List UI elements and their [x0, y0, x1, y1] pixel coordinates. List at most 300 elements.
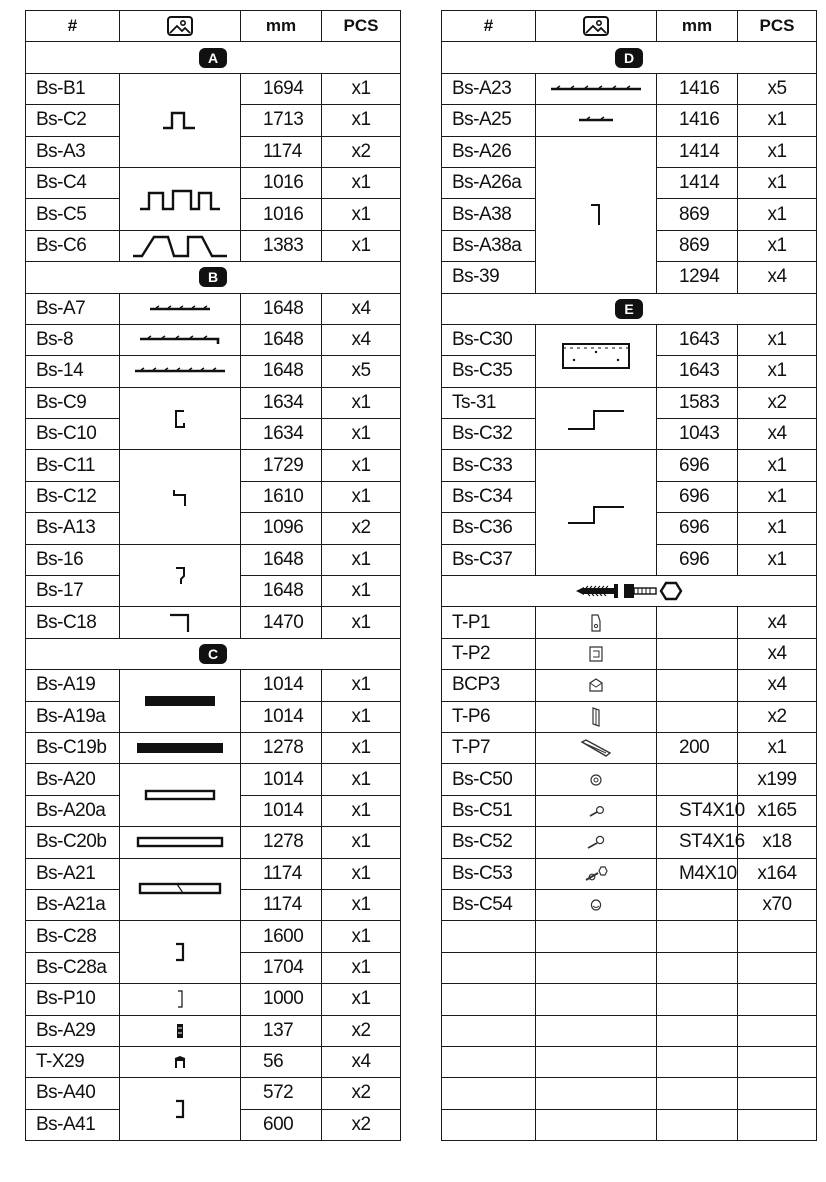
part-mm: 1416	[657, 73, 738, 104]
double-hat-profile-icon	[137, 185, 223, 213]
table-row	[26, 1015, 401, 1046]
screw-icon	[576, 584, 618, 598]
part-mm: 869	[657, 230, 738, 261]
part-mm: 1600	[241, 921, 322, 952]
part-code: Bs-B1	[26, 73, 120, 104]
table-row	[26, 293, 401, 324]
part-image	[536, 827, 657, 858]
part-code: Bs-A41	[26, 1109, 120, 1140]
part-pcs: x1	[322, 576, 401, 607]
hollow-bar-icon	[135, 835, 225, 849]
part-mm: 696	[657, 544, 738, 575]
table-row	[442, 324, 817, 355]
part-pcs: x70	[738, 889, 817, 920]
section-c-badge: C	[199, 644, 227, 664]
part-image	[120, 827, 241, 858]
thin-bracket-icon	[174, 988, 186, 1010]
part-code: Bs-C50	[442, 764, 536, 795]
part-pcs: x1	[322, 481, 401, 512]
part-image	[536, 764, 657, 795]
part-mm: 1648	[241, 324, 322, 355]
part-code: T-P1	[442, 607, 536, 638]
part-pcs: x4	[322, 293, 401, 324]
part-mm: ST4X10	[657, 795, 738, 826]
part-mm: 1648	[241, 356, 322, 387]
part-pcs: x2	[322, 1015, 401, 1046]
part-mm: 1278	[241, 732, 322, 763]
step-profile-icon	[564, 499, 628, 527]
part-mm: 1694	[241, 73, 322, 104]
part-pcs: x1	[322, 419, 401, 450]
part-mm: 1000	[241, 984, 322, 1015]
bracket-profile-icon	[173, 940, 187, 964]
screw-icon	[586, 834, 606, 850]
part-code: Bs-A21	[26, 858, 120, 889]
part-image	[536, 136, 657, 293]
part-pcs: x2	[322, 1078, 401, 1109]
part-code: Bs-A25	[442, 105, 536, 136]
col-header-mm: mm	[657, 11, 738, 42]
part-code: BCP3	[442, 670, 536, 701]
part-code: Bs-39	[442, 262, 536, 293]
part-pcs: x1	[738, 105, 817, 136]
part-mm: 1014	[241, 670, 322, 701]
part-image	[120, 167, 241, 230]
table-row	[26, 324, 401, 355]
wavy-rail-icon	[133, 366, 227, 376]
part-pcs: x1	[322, 670, 401, 701]
table-row	[442, 795, 817, 826]
part-code: Bs-A19	[26, 670, 120, 701]
part-pcs: x1	[738, 450, 817, 481]
part-code: Bs-A26a	[442, 167, 536, 198]
part-image	[120, 230, 241, 261]
empty-row	[442, 1015, 817, 1046]
part-pcs: x1	[322, 199, 401, 230]
trapezoid-profile-icon	[130, 233, 230, 259]
part-pcs: x5	[738, 73, 817, 104]
table-row	[26, 858, 401, 889]
step-profile-icon	[564, 405, 628, 433]
part-code: Bs-A29	[26, 1015, 120, 1046]
table-row	[26, 827, 401, 858]
part-pcs: x1	[322, 701, 401, 732]
part-mm: 1174	[241, 858, 322, 889]
hardware-header-row	[442, 576, 817, 607]
part-pcs: x4	[738, 670, 817, 701]
part-pcs: x199	[738, 764, 817, 795]
c-channel-icon	[172, 408, 188, 430]
part-image	[536, 795, 657, 826]
section-b-row	[26, 262, 401, 293]
table-row	[26, 764, 401, 795]
header-row	[442, 11, 817, 42]
section-c-row	[26, 638, 401, 669]
part-code: Bs-C34	[442, 481, 536, 512]
col-header-image	[536, 11, 657, 42]
solid-bar-icon	[135, 741, 225, 755]
table-row	[26, 670, 401, 701]
part-image	[536, 732, 657, 763]
part-code: T-P7	[442, 732, 536, 763]
clamp-icon	[587, 644, 605, 664]
part-mm: M4X10	[657, 858, 738, 889]
part-image	[120, 764, 241, 827]
part-pcs: x1	[322, 732, 401, 763]
part-code: Bs-C36	[442, 513, 536, 544]
part-mm: 1016	[241, 199, 322, 230]
bolt-icon	[624, 584, 656, 598]
part-image	[120, 450, 241, 544]
part-mm: 1713	[241, 105, 322, 136]
part-mm: 1096	[241, 513, 322, 544]
part-pcs: x4	[738, 638, 817, 669]
part-code: Bs-C30	[442, 324, 536, 355]
corner-plate-icon	[587, 676, 605, 694]
empty-row	[442, 921, 817, 952]
part-code: Bs-A38a	[442, 230, 536, 261]
part-mm: 1383	[241, 230, 322, 261]
part-pcs: x164	[738, 858, 817, 889]
part-code: Bs-A40	[26, 1078, 120, 1109]
bracket-profile-icon	[173, 1097, 187, 1121]
part-code: Bs-C2	[26, 105, 120, 136]
part-mm: 696	[657, 513, 738, 544]
empty-row	[442, 984, 817, 1015]
part-pcs: x4	[738, 262, 817, 293]
panel-icon	[560, 340, 632, 372]
part-pcs: x1	[738, 481, 817, 512]
part-pcs: x1	[738, 544, 817, 575]
part-code: Bs-C12	[26, 481, 120, 512]
part-pcs: x1	[738, 732, 817, 763]
table-row	[442, 764, 817, 795]
nut-icon	[661, 583, 681, 599]
col-header-number: #	[26, 11, 120, 42]
cap-icon	[589, 898, 603, 912]
part-pcs: x1	[322, 858, 401, 889]
part-mm	[657, 607, 738, 638]
part-image	[536, 858, 657, 889]
angle-profile-icon	[587, 201, 605, 229]
col-header-pcs: PCS	[322, 11, 401, 42]
part-code: Bs-C9	[26, 387, 120, 418]
table-row	[442, 105, 817, 136]
part-pcs: x5	[322, 356, 401, 387]
part-code: Bs-P10	[26, 984, 120, 1015]
part-image	[120, 356, 241, 387]
part-code: T-P2	[442, 638, 536, 669]
table-row	[26, 1078, 401, 1109]
part-image	[536, 105, 657, 136]
col-header-mm: mm	[241, 11, 322, 42]
part-code: Bs-C35	[442, 356, 536, 387]
part-mm: 1014	[241, 795, 322, 826]
part-image	[120, 293, 241, 324]
part-code: Bs-C54	[442, 889, 536, 920]
section-a-row	[26, 42, 401, 73]
part-image	[120, 387, 241, 450]
part-pcs: x1	[322, 387, 401, 418]
empty-row	[442, 1078, 817, 1109]
part-mm: 1174	[241, 136, 322, 167]
part-pcs: x4	[322, 1046, 401, 1077]
col-header-number: #	[442, 11, 536, 42]
part-image	[120, 921, 241, 984]
part-code: Bs-A23	[442, 73, 536, 104]
part-mm: 1634	[241, 419, 322, 450]
screw-icon	[587, 804, 605, 818]
part-mm: 1016	[241, 167, 322, 198]
angle-profile-icon	[168, 612, 192, 634]
part-code: Bs-C18	[26, 607, 120, 638]
wavy-rail-icon	[138, 334, 222, 346]
header-row	[26, 11, 401, 42]
part-code: Bs-C37	[442, 544, 536, 575]
part-pcs: x2	[322, 1109, 401, 1140]
part-code: Bs-C32	[442, 419, 536, 450]
part-mm: 1043	[657, 419, 738, 450]
part-pcs: x1	[322, 105, 401, 136]
table-row	[442, 701, 817, 732]
part-mm	[657, 764, 738, 795]
part-mm: 200	[657, 732, 738, 763]
part-pcs: x1	[738, 167, 817, 198]
part-image	[120, 858, 241, 921]
part-mm: 1014	[241, 764, 322, 795]
part-pcs: x1	[322, 73, 401, 104]
hardware-header	[442, 576, 817, 607]
parts-table-right	[441, 10, 817, 1141]
part-code: Bs-C6	[26, 230, 120, 261]
hardware-icons	[574, 580, 684, 602]
table-row	[26, 544, 401, 575]
table-row	[26, 450, 401, 481]
strip-icon	[578, 738, 614, 758]
part-mm: 1416	[657, 105, 738, 136]
part-mm: 1470	[241, 607, 322, 638]
part-code: Bs-A20a	[26, 795, 120, 826]
part-mm: 1648	[241, 576, 322, 607]
table-row	[442, 73, 817, 104]
part-image	[120, 984, 241, 1015]
empty-row	[442, 1046, 817, 1077]
table-row	[26, 167, 401, 198]
part-mm: 1414	[657, 136, 738, 167]
part-pcs: x2	[738, 701, 817, 732]
part-code: Bs-A3	[26, 136, 120, 167]
wavy-rail-icon	[148, 304, 212, 314]
part-mm: 1174	[241, 889, 322, 920]
part-code: Bs-A20	[26, 764, 120, 795]
part-pcs: x1	[738, 230, 817, 261]
table-row	[442, 670, 817, 701]
table-row	[26, 1046, 401, 1077]
part-code: Bs-A13	[26, 513, 120, 544]
part-mm: 1014	[241, 701, 322, 732]
col-header-image	[120, 11, 241, 42]
part-mm: 1643	[657, 324, 738, 355]
part-mm: 56	[241, 1046, 322, 1077]
part-mm: 696	[657, 481, 738, 512]
image-icon	[166, 15, 194, 37]
part-pcs: x18	[738, 827, 817, 858]
short-rail-icon	[577, 115, 615, 125]
part-code: T-P6	[442, 701, 536, 732]
part-pcs: x1	[322, 230, 401, 261]
part-code: Bs-C28	[26, 921, 120, 952]
part-image	[536, 450, 657, 576]
part-pcs: x1	[322, 795, 401, 826]
clip-icon	[175, 1022, 185, 1040]
section-d-row	[442, 42, 817, 73]
part-pcs: x1	[322, 921, 401, 952]
part-code: Bs-8	[26, 324, 120, 355]
part-image	[120, 1046, 241, 1077]
table-row	[26, 984, 401, 1015]
part-pcs: x2	[322, 136, 401, 167]
part-pcs: x1	[322, 827, 401, 858]
part-image	[120, 1078, 241, 1141]
part-image	[536, 670, 657, 701]
part-image	[536, 324, 657, 387]
part-code: Bs-C28a	[26, 952, 120, 983]
part-image	[536, 387, 657, 450]
part-pcs: x4	[322, 324, 401, 355]
section-e-badge: E	[615, 299, 642, 319]
part-mm: 1648	[241, 293, 322, 324]
table-row	[26, 230, 401, 261]
table-row	[442, 136, 817, 167]
part-mm	[657, 701, 738, 732]
part-code: Bs-C53	[442, 858, 536, 889]
bolt-nut-icon	[583, 864, 609, 884]
part-image	[120, 670, 241, 733]
z-bracket-icon	[171, 486, 189, 508]
part-image	[536, 889, 657, 920]
part-code: Bs-C33	[442, 450, 536, 481]
part-image	[120, 324, 241, 355]
part-mm: 1648	[241, 544, 322, 575]
empty-row	[442, 1109, 817, 1140]
part-pcs: x1	[738, 356, 817, 387]
part-image	[120, 732, 241, 763]
part-code: Bs-C51	[442, 795, 536, 826]
part-mm: 1643	[657, 356, 738, 387]
part-pcs: x1	[322, 984, 401, 1015]
part-mm: 1278	[241, 827, 322, 858]
hook-profile-icon	[173, 565, 187, 587]
table-row	[26, 387, 401, 418]
section-e-row	[442, 293, 817, 324]
table-row	[442, 889, 817, 920]
connector-icon	[173, 1054, 187, 1070]
empty-row	[442, 952, 817, 983]
table-row	[442, 450, 817, 481]
hat-profile-icon	[160, 108, 200, 132]
part-pcs: x4	[738, 419, 817, 450]
angle-bracket-icon	[590, 706, 602, 728]
table-row	[26, 607, 401, 638]
part-pcs: x1	[738, 136, 817, 167]
wavy-rail-icon	[549, 84, 643, 94]
part-code: Bs-A7	[26, 293, 120, 324]
part-mm	[657, 670, 738, 701]
part-code: Bs-16	[26, 544, 120, 575]
part-code: Bs-14	[26, 356, 120, 387]
part-pcs: x1	[322, 544, 401, 575]
part-image	[536, 638, 657, 669]
part-pcs: x2	[322, 513, 401, 544]
section-d-badge: D	[615, 48, 643, 68]
parts-table-left	[25, 10, 401, 1141]
col-header-pcs: PCS	[738, 11, 817, 42]
part-pcs: x1	[322, 167, 401, 198]
part-image	[536, 607, 657, 638]
part-code: Bs-C4	[26, 167, 120, 198]
table-row	[26, 921, 401, 952]
part-pcs: x1	[738, 199, 817, 230]
section-b-badge: B	[199, 267, 227, 287]
part-code: Bs-C19b	[26, 732, 120, 763]
part-mm	[657, 889, 738, 920]
part-image	[536, 701, 657, 732]
section-a-badge: A	[199, 48, 227, 68]
table-row	[442, 732, 817, 763]
part-image	[120, 607, 241, 638]
part-mm: 137	[241, 1015, 322, 1046]
part-mm: 572	[241, 1078, 322, 1109]
part-code: Bs-17	[26, 576, 120, 607]
part-image	[536, 73, 657, 104]
part-code: Bs-A21a	[26, 889, 120, 920]
part-code: Ts-31	[442, 387, 536, 418]
part-mm: 1583	[657, 387, 738, 418]
part-mm: 1294	[657, 262, 738, 293]
part-code: Bs-C11	[26, 450, 120, 481]
table-row	[26, 73, 401, 104]
table-row	[442, 607, 817, 638]
part-mm: 696	[657, 450, 738, 481]
part-pcs: x2	[738, 387, 817, 418]
part-mm: 1610	[241, 481, 322, 512]
part-pcs: x1	[322, 450, 401, 481]
table-row	[26, 356, 401, 387]
part-pcs: x1	[322, 889, 401, 920]
part-mm	[657, 638, 738, 669]
part-mm: 1729	[241, 450, 322, 481]
part-code: Bs-C52	[442, 827, 536, 858]
part-mm: 600	[241, 1109, 322, 1140]
part-pcs: x1	[322, 952, 401, 983]
part-code: Bs-A38	[442, 199, 536, 230]
part-code: Bs-A26	[442, 136, 536, 167]
hollow-bar-icon	[137, 881, 223, 897]
image-icon	[582, 15, 610, 37]
part-pcs: x165	[738, 795, 817, 826]
hollow-bar-icon	[143, 788, 217, 802]
table-row	[442, 638, 817, 669]
bracket-icon	[588, 613, 604, 633]
part-mm: 1414	[657, 167, 738, 198]
table-row	[442, 387, 817, 418]
part-image	[120, 544, 241, 607]
part-mm: 869	[657, 199, 738, 230]
part-pcs: x4	[738, 607, 817, 638]
part-code: Bs-C20b	[26, 827, 120, 858]
part-code: Bs-C10	[26, 419, 120, 450]
table-row	[442, 858, 817, 889]
